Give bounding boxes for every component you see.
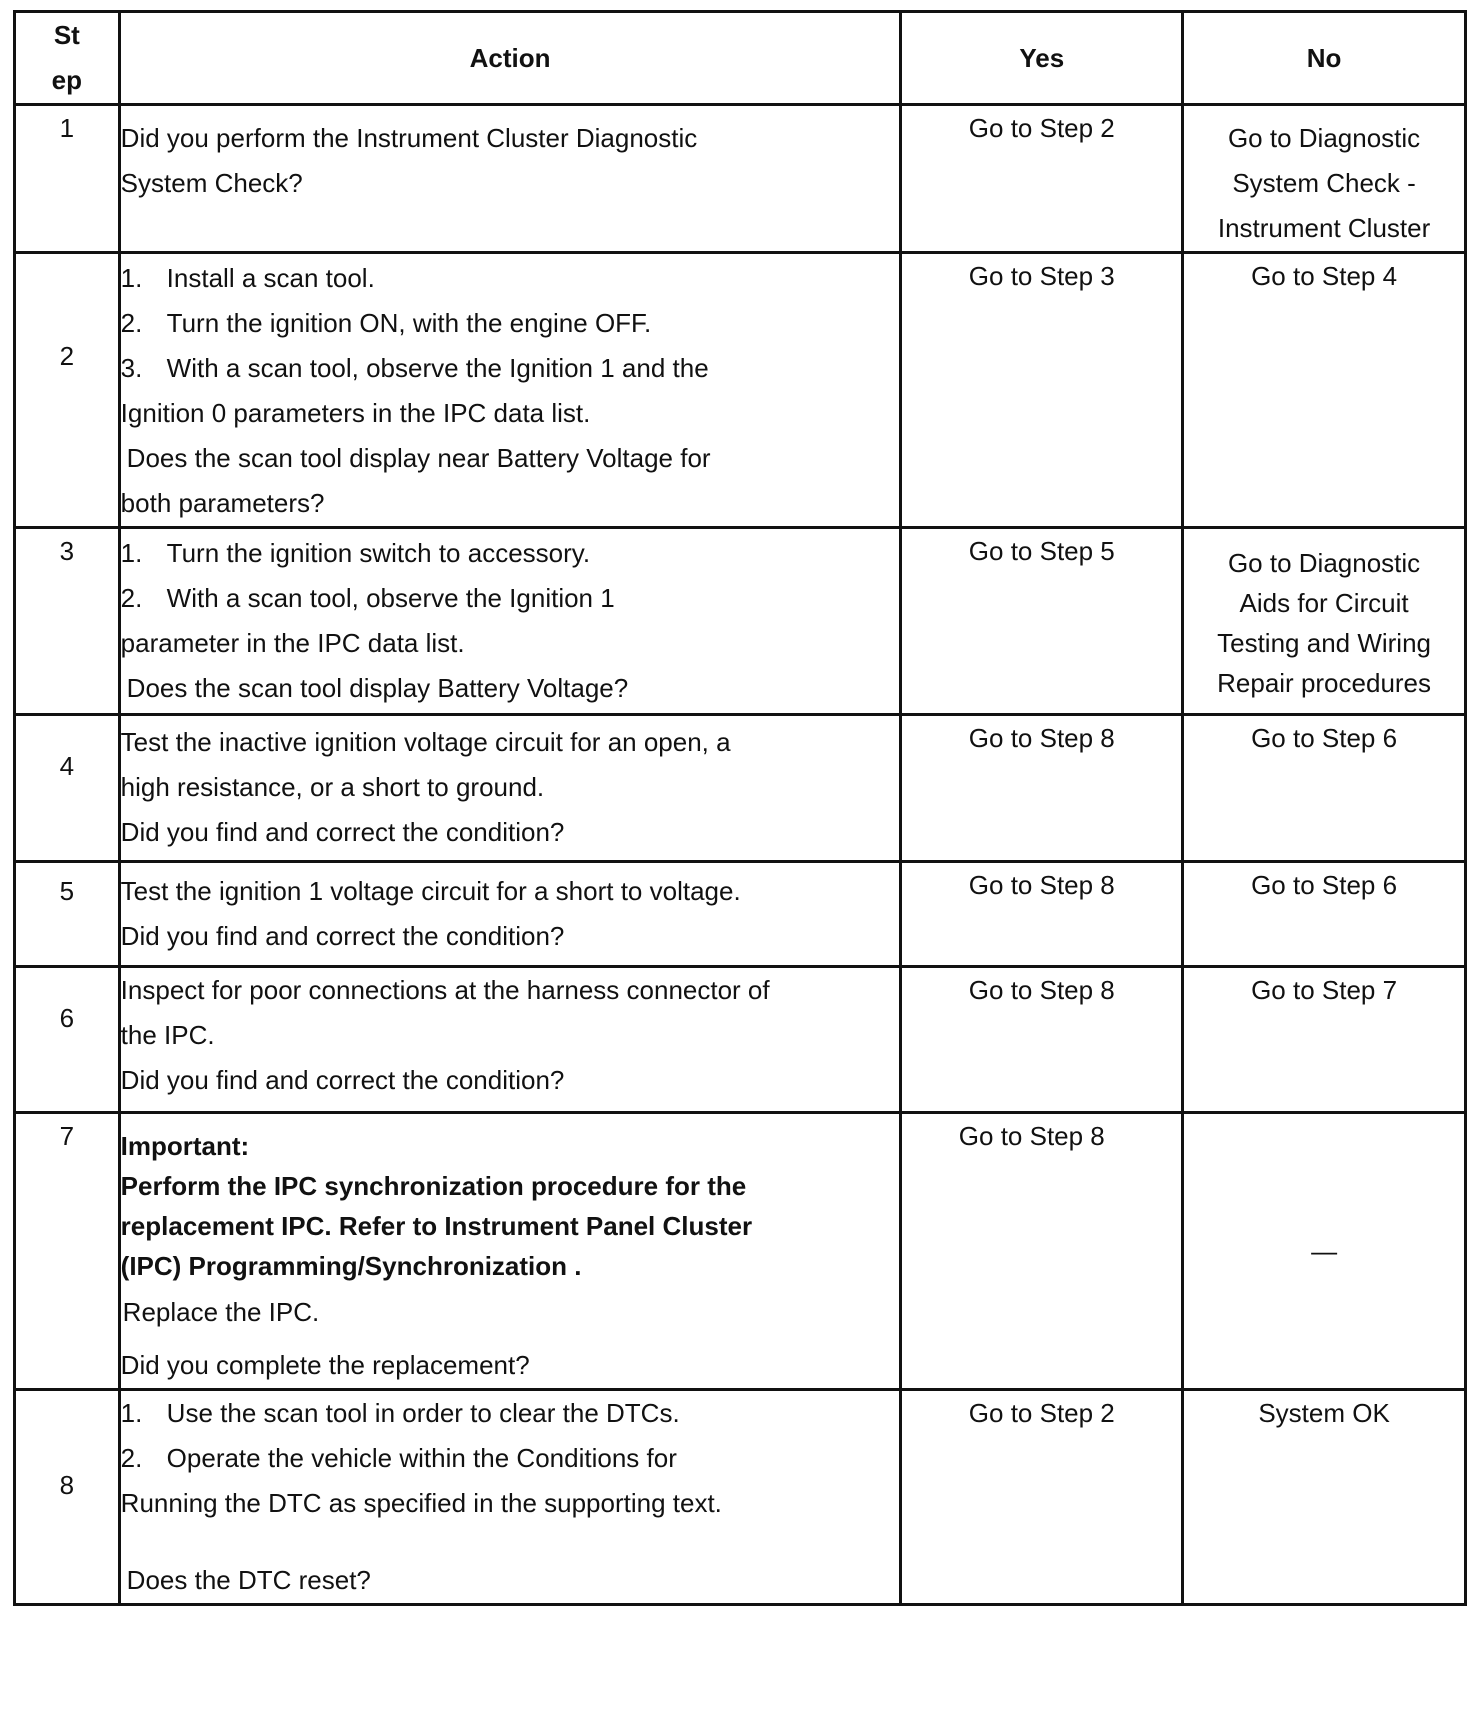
list-item-number: 3.: [120, 353, 143, 383]
yes-cell: Go to Step 3: [901, 253, 1183, 528]
yes-cell: Go to Step 5: [901, 528, 1183, 715]
no-text: Aids for Circuit: [1239, 588, 1409, 618]
list-item-text: Operate the vehicle within the Conditions for: [166, 1443, 677, 1473]
action-cell: [119, 1390, 901, 1605]
important-label: Important:: [120, 1131, 250, 1161]
action-question: Does the scan tool display Battery Voltage?: [126, 673, 629, 703]
table-row: [15, 105, 1466, 253]
list-item-text: With a scan tool, observe the Ignition 1 and the: [166, 353, 709, 383]
yes-cell: Go to Step 2: [901, 1390, 1183, 1605]
table-row: [15, 967, 1466, 1113]
action-question: Does the scan tool display near Battery Voltage for: [126, 443, 711, 473]
list-item-number: 1.: [120, 263, 143, 293]
table-row: [15, 253, 1466, 528]
action-text: high resistance, or a short to ground.: [120, 772, 545, 802]
yes-cell: Go to Step 8: [901, 1113, 1183, 1390]
table-row: [15, 1113, 1466, 1390]
action-header: Action: [119, 12, 901, 105]
step-number: 4: [15, 715, 120, 862]
important-text: replacement IPC. Refer to Instrument Panel Cluster: [120, 1211, 753, 1241]
step-header: [15, 12, 120, 105]
header-row: [15, 12, 1466, 105]
no-text: Instrument Cluster: [1217, 213, 1431, 243]
action-cell: [119, 715, 901, 862]
action-cell: [119, 862, 901, 967]
action-text: Test the ignition 1 voltage circuit for a short to voltage.: [120, 876, 741, 906]
step-number: 5: [15, 862, 120, 967]
no-cell: System OK: [1183, 1390, 1466, 1605]
action-text: Ignition 0 parameters in the IPC data list.: [120, 398, 591, 428]
list-item-number: 2.: [120, 1443, 143, 1473]
action-text: Replace the IPC.: [122, 1297, 320, 1327]
yes-cell: Go to Step 8: [901, 715, 1183, 862]
no-cell: Go to Step 7: [1183, 967, 1466, 1113]
table-row: [15, 528, 1466, 715]
no-text: System Check -: [1232, 168, 1416, 198]
list-item: [121, 1436, 900, 1481]
action-cell: [119, 528, 901, 715]
list-item-text: Use the scan tool in order to clear the DTCs.: [166, 1398, 680, 1428]
list-item: [121, 256, 900, 301]
no-cell: [1183, 528, 1466, 715]
no-cell: Go to Step 6: [1183, 862, 1466, 967]
yes-cell: Go to Step 2: [901, 105, 1183, 253]
no-cell: Go to Step 6: [1183, 715, 1466, 862]
yes-cell: Go to Step 8: [901, 862, 1183, 967]
no-header: No: [1183, 12, 1466, 105]
action-cell: [119, 105, 901, 253]
action-cell: [119, 967, 901, 1113]
list-item-text: Turn the ignition ON, with the engine OFF.: [166, 308, 652, 338]
action-text: Did you perform the Instrument Cluster Diagnostic: [120, 123, 698, 153]
no-text: Go to Diagnostic: [1227, 123, 1421, 153]
list-item-text: Install a scan tool.: [166, 263, 375, 293]
action-cell: [119, 253, 901, 528]
action-question: Did you find and correct the condition?: [120, 1065, 565, 1095]
list-item-number: 2.: [120, 583, 143, 613]
list-item-text: With a scan tool, observe the Ignition 1: [166, 583, 615, 613]
list-item: [121, 531, 900, 576]
no-text: Testing and Wiring: [1217, 628, 1432, 658]
table-row: [15, 862, 1466, 967]
action-question: Does the DTC reset?: [126, 1565, 371, 1595]
action-text: Test the inactive ignition voltage circuit for an open, a: [120, 727, 731, 757]
action-text: the IPC.: [120, 1020, 215, 1050]
action-question: both parameters?: [120, 488, 325, 518]
action-text: System Check?: [120, 168, 303, 198]
step-number: 7: [15, 1113, 120, 1390]
diagnostic-table: [13, 10, 1467, 1606]
step-number: 6: [15, 967, 120, 1113]
list-item-number: 1.: [120, 1398, 143, 1428]
action-cell: [119, 1113, 901, 1390]
action-text: Inspect for poor connections at the harness connector of: [120, 975, 770, 1005]
list-item-number: 1.: [120, 538, 143, 568]
list-item: [121, 576, 900, 621]
list-item: [121, 301, 900, 346]
no-text: Go to Diagnostic: [1227, 548, 1421, 578]
step-number: 8: [15, 1390, 120, 1605]
action-text: Running the DTC as specified in the supporting text.: [120, 1488, 722, 1518]
no-cell: Go to Step 4: [1183, 253, 1466, 528]
action-question: Did you find and correct the condition?: [120, 921, 565, 951]
important-text: Perform the IPC synchronization procedure for the: [120, 1171, 747, 1201]
list-item: [121, 1391, 900, 1436]
list-item-text: Turn the ignition switch to accessory.: [166, 538, 591, 568]
yes-header: Yes: [901, 12, 1183, 105]
important-text: (IPC) Programming/Synchronization .: [120, 1251, 582, 1281]
step-number: 1: [15, 105, 120, 253]
step-header-line2: ep: [51, 65, 82, 95]
action-question: Did you find and correct the condition?: [120, 817, 565, 847]
action-question: Did you complete the replacement?: [120, 1350, 530, 1380]
step-header-line1: St: [53, 20, 80, 50]
no-cell: [1183, 105, 1466, 253]
no-cell: —: [1183, 1113, 1466, 1390]
no-text: Repair procedures: [1217, 668, 1432, 698]
table-row: [15, 715, 1466, 862]
list-item: [121, 346, 900, 391]
step-number: 3: [15, 528, 120, 715]
table-row: [15, 1390, 1466, 1605]
yes-cell: Go to Step 8: [901, 967, 1183, 1113]
action-text: parameter in the IPC data list.: [120, 628, 465, 658]
list-item-number: 2.: [120, 308, 143, 338]
step-number: 2: [15, 253, 120, 528]
